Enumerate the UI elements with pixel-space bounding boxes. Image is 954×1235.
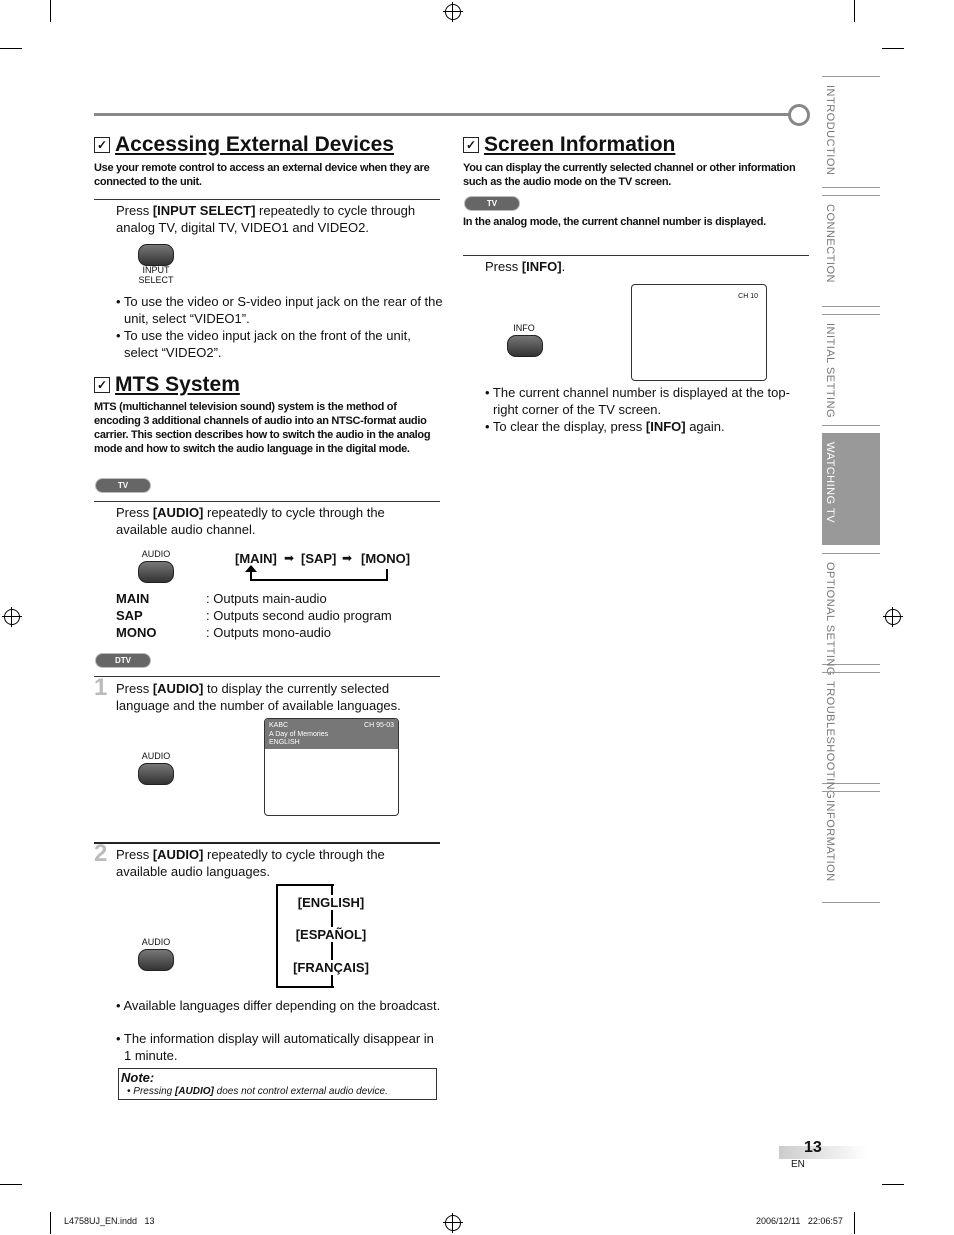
- side-tab-label: INTRODUCTION: [824, 85, 836, 176]
- step1-instruction: [116, 680, 436, 714]
- external-bullet: • To use the video or S-video input jack on the rear of the unit, select “VIDEO1”.: [116, 294, 443, 326]
- divider: [94, 842, 440, 844]
- screen-channel: CH 10: [738, 293, 758, 300]
- checkbox-icon: ✓: [94, 377, 110, 393]
- text: • To clear the display, press: [485, 419, 646, 434]
- section-title-external-devices: [94, 133, 394, 157]
- side-tab-troubleshooting[interactable]: [822, 672, 880, 800]
- flow-mono: [MONO]: [361, 551, 411, 566]
- analog-note: In the analog mode, the current channel number is displayed.: [463, 216, 766, 228]
- audio-button-icon: [138, 949, 174, 971]
- side-tab-label: TROUBLESHOOTING: [824, 681, 836, 800]
- screen-info-bullet: • The current channel number is displayed at the top-right corner of the TV screen.: [485, 385, 790, 417]
- title-text: MTS System: [115, 373, 240, 396]
- flow-loop-line: [250, 579, 388, 581]
- audio-button-label: AUDIO: [141, 549, 171, 559]
- text: Press: [116, 681, 153, 696]
- section-title-mts: [94, 373, 240, 397]
- step2-instruction: [116, 846, 436, 880]
- mts-bullet: • Available languages differ depending on the broadcast.: [116, 998, 441, 1013]
- audio-button-label: AUDIO: [141, 937, 171, 947]
- language-item: [ESPAÑOL]: [282, 927, 380, 942]
- divider: [94, 501, 440, 502]
- key-label: [AUDIO]: [152, 505, 204, 520]
- side-tab-label: INITIAL SETTING: [824, 323, 836, 419]
- language-loop-line: [276, 884, 278, 988]
- screen-info-intro: You can display the currently selected channel or other information such as the audio mode on the TV screen.: [463, 162, 796, 188]
- footer-file: L4758UJ_EN.indd 13: [64, 1216, 155, 1226]
- key-label: [INFO]: [521, 259, 562, 274]
- flow-loop-line: [386, 569, 388, 581]
- text: repeatedly to cycle through the available audio languages.: [116, 847, 385, 879]
- screen-info-instruction: [485, 258, 805, 275]
- title-text: Screen Information: [484, 133, 676, 156]
- audio-button-label: AUDIO: [141, 751, 171, 761]
- key-label: [AUDIO]: [152, 681, 204, 696]
- crop-mark: [882, 1184, 904, 1185]
- side-tab-introduction[interactable]: [822, 76, 880, 188]
- side-tab-label: CONNECTION: [824, 204, 836, 283]
- external-instruction: [116, 202, 436, 236]
- side-tab-optional-setting[interactable]: [822, 553, 880, 676]
- text: to display the currently selected language and the number of available languages.: [116, 681, 401, 713]
- registration-mark-icon: [445, 1215, 461, 1231]
- text: INPUT: [142, 265, 170, 275]
- info-button-label: INFO: [513, 323, 535, 333]
- crop-mark: [0, 1184, 22, 1185]
- mts-intro: MTS (multichannel television sound) system is the method of encoding 3 additional channels of audio into an NTSC-format audio carrier. This section describes how to switch the audio in the analog mode and how to switch the audio language in the digital mode.: [94, 401, 431, 455]
- input-select-button-icon: [138, 244, 174, 266]
- footer-timestamp: 2006/12/11 22:06:57: [756, 1216, 843, 1226]
- language-loop-line: [276, 986, 334, 988]
- mode-desc: : Outputs main-audio: [206, 591, 327, 606]
- section-title-screen-info: [463, 133, 675, 157]
- external-intro: Use your remote control to access an external device when they are connected to the unit.: [94, 162, 430, 188]
- step-number: 1: [94, 674, 108, 701]
- note-title: Note:: [121, 1070, 155, 1085]
- text: .: [561, 259, 566, 274]
- text: Press: [116, 505, 153, 520]
- registration-mark-icon: [885, 609, 901, 625]
- key-label: [AUDIO]: [174, 1086, 214, 1097]
- text: repeatedly to cycle through the available audio channel.: [116, 505, 385, 537]
- header-bar-circle: [788, 104, 810, 126]
- mode-desc: : Outputs second audio program: [206, 608, 392, 623]
- page-number: 13: [804, 1139, 822, 1156]
- arrow-up-icon: [245, 565, 257, 572]
- mode-name: MAIN: [116, 591, 150, 606]
- crop-mark: [50, 0, 51, 22]
- side-tab-label: INFORMATION: [824, 800, 836, 882]
- language-item: [FRANÇAIS]: [282, 960, 380, 975]
- audio-button-icon: [138, 763, 174, 785]
- page-number-bar: [779, 1146, 867, 1159]
- text: again.: [685, 419, 725, 434]
- flow-sap: [SAP]: [301, 551, 337, 566]
- language-loop-line: [276, 884, 334, 886]
- dtv-badge: DTV: [96, 654, 150, 667]
- flow-main: [MAIN]: [235, 551, 277, 566]
- screen-language: ENGLISH: [269, 739, 300, 746]
- text: repeatedly to cycle through analog TV, digital TV, VIDEO1 and VIDEO2.: [116, 203, 416, 235]
- divider: [94, 199, 440, 200]
- note-box: [118, 1068, 437, 1100]
- crop-mark: [882, 48, 904, 49]
- arrow-right-icon: ➡: [284, 551, 295, 565]
- screen-info-bullet: [485, 418, 813, 435]
- text: Press: [485, 259, 522, 274]
- title-text: Accessing External Devices: [115, 133, 394, 156]
- tv-badge: TV: [465, 197, 519, 210]
- header-bar: [94, 113, 792, 116]
- side-tab-label: WATCHING TV: [824, 442, 836, 524]
- screen-station: KABC: [269, 722, 289, 729]
- side-tab-connection[interactable]: [822, 195, 880, 307]
- crop-mark: [854, 1212, 855, 1234]
- arrow-right-icon: ➡: [342, 551, 353, 565]
- checkbox-icon: ✓: [463, 137, 479, 153]
- crop-mark: [854, 0, 855, 22]
- text: • Pressing: [127, 1086, 175, 1097]
- input-select-button-label: [126, 265, 186, 285]
- side-tab-watching-tv[interactable]: [822, 433, 880, 545]
- side-tab-label: OPTIONAL SETTING: [824, 562, 836, 676]
- divider: [94, 676, 440, 677]
- divider: [463, 255, 809, 256]
- audio-button-icon: [138, 561, 174, 583]
- mode-name: MONO: [116, 625, 157, 640]
- note-text: [127, 1086, 388, 1097]
- text: does not control external audio device.: [213, 1086, 388, 1097]
- crop-mark: [0, 48, 22, 49]
- registration-mark-icon: [445, 4, 461, 20]
- language-item: [ENGLISH]: [282, 895, 380, 910]
- key-label: [INPUT SELECT]: [152, 203, 256, 218]
- analog-screen: [631, 284, 767, 381]
- checkbox-icon: ✓: [94, 137, 110, 153]
- text: SELECT: [138, 275, 174, 285]
- tv-badge: TV: [96, 479, 150, 492]
- info-button-icon: [507, 335, 543, 357]
- key-label: [INFO]: [645, 419, 686, 434]
- side-tab-information[interactable]: [822, 791, 880, 903]
- registration-mark-icon: [4, 609, 20, 625]
- mode-name: SAP: [116, 608, 143, 623]
- crop-mark: [50, 1212, 51, 1234]
- screen-program: A Day of Memories: [269, 731, 329, 738]
- mode-desc: : Outputs mono-audio: [206, 625, 332, 640]
- step-number: 2: [94, 840, 108, 867]
- dtv-screen: [264, 718, 399, 816]
- text: Press: [116, 203, 153, 218]
- side-tab-initial-setting[interactable]: [822, 314, 880, 426]
- screen-channel: CH 95-03: [364, 722, 394, 729]
- text: Press: [116, 847, 153, 862]
- external-bullet: • To use the video input jack on the front of the unit, select “VIDEO2”.: [116, 328, 411, 360]
- page-lang: EN: [791, 1159, 805, 1170]
- key-label: [AUDIO]: [152, 847, 204, 862]
- mts-bullet: • The information display will automatically disappear in 1 minute.: [116, 1031, 434, 1063]
- mts-tv-instruction: [116, 504, 436, 538]
